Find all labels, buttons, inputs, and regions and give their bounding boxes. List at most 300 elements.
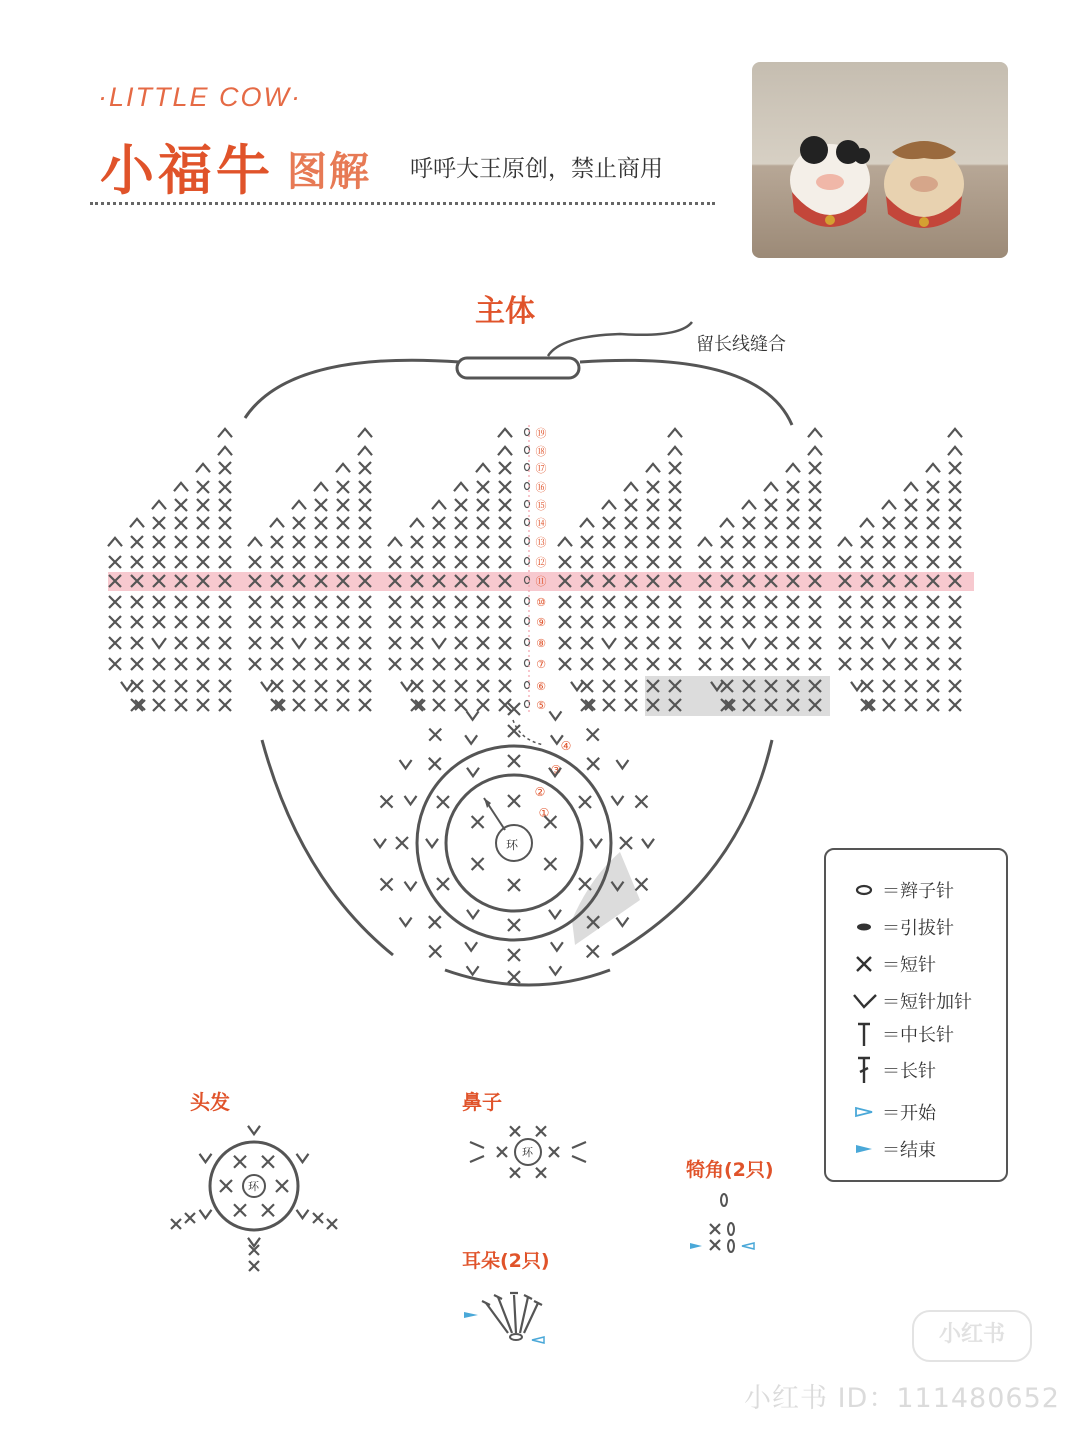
single-crochet-mark bbox=[197, 616, 209, 628]
decrease-mark bbox=[174, 483, 188, 491]
single-crochet-mark bbox=[905, 658, 917, 670]
single-crochet-mark bbox=[809, 658, 821, 670]
single-crochet-mark bbox=[433, 536, 445, 548]
single-crochet-mark bbox=[433, 680, 445, 692]
round-number: ⑲ bbox=[535, 427, 547, 440]
page-title-suffix: 图解 bbox=[287, 149, 371, 195]
single-crochet-mark bbox=[787, 637, 799, 649]
single-crochet-mark bbox=[581, 658, 593, 670]
single-crochet-mark bbox=[581, 637, 593, 649]
single-crochet-mark bbox=[197, 680, 209, 692]
decrease-mark bbox=[388, 538, 402, 546]
round-number: ⑰ bbox=[535, 462, 547, 475]
single-crochet-mark bbox=[949, 616, 961, 628]
single-crochet-mark bbox=[699, 616, 711, 628]
single-crochet-mark bbox=[647, 658, 659, 670]
single-crochet-mark bbox=[455, 536, 467, 548]
legend-row bbox=[852, 913, 954, 941]
closing-oval bbox=[457, 358, 579, 378]
single-crochet-mark bbox=[175, 616, 187, 628]
single-crochet-mark bbox=[472, 858, 484, 870]
ring-label: 环 bbox=[506, 838, 519, 852]
single-crochet-mark bbox=[559, 616, 571, 628]
single-crochet-mark bbox=[809, 616, 821, 628]
increase-mark bbox=[405, 796, 417, 804]
single-crochet-mark bbox=[809, 499, 821, 511]
single-crochet-mark bbox=[455, 699, 467, 711]
increase-mark bbox=[465, 735, 477, 743]
single-crochet-mark bbox=[153, 596, 165, 608]
increase-mark bbox=[296, 1154, 308, 1162]
single-crochet-mark bbox=[861, 616, 873, 628]
single-crochet-mark bbox=[927, 536, 939, 548]
single-crochet-mark bbox=[905, 517, 917, 529]
round-number: ⑮ bbox=[535, 499, 547, 512]
single-crochet-mark bbox=[249, 616, 261, 628]
single-crochet-mark bbox=[949, 596, 961, 608]
single-crochet-mark bbox=[131, 658, 143, 670]
single-crochet-mark bbox=[721, 556, 733, 568]
single-crochet-mark bbox=[411, 536, 423, 548]
single-crochet-mark bbox=[861, 637, 873, 649]
decrease-mark bbox=[476, 464, 490, 472]
increase-mark bbox=[602, 638, 616, 648]
single-crochet-mark bbox=[271, 536, 283, 548]
single-crochet-mark bbox=[544, 816, 556, 828]
single-crochet-mark bbox=[635, 878, 647, 890]
hair-title: 头发 bbox=[190, 1090, 230, 1114]
round-number: ⑭ bbox=[535, 517, 547, 530]
single-crochet-mark bbox=[883, 680, 895, 692]
start-arrow-icon bbox=[852, 1098, 882, 1126]
single-crochet-mark bbox=[499, 517, 511, 529]
decrease-mark bbox=[432, 501, 446, 509]
decrease-mark bbox=[130, 519, 144, 527]
single-crochet-mark bbox=[949, 556, 961, 568]
single-crochet-mark bbox=[699, 658, 711, 670]
single-crochet-mark bbox=[549, 1147, 559, 1157]
single-crochet-mark bbox=[271, 680, 283, 692]
single-crochet-mark bbox=[949, 637, 961, 649]
single-crochet-mark bbox=[669, 616, 681, 628]
single-crochet-mark bbox=[581, 556, 593, 568]
single-crochet-mark bbox=[587, 729, 599, 741]
single-crochet-mark bbox=[455, 596, 467, 608]
single-crochet-mark bbox=[905, 499, 917, 511]
single-crochet-mark bbox=[499, 596, 511, 608]
single-crochet-mark bbox=[625, 699, 637, 711]
single-crochet-mark bbox=[559, 556, 571, 568]
single-crochet-mark bbox=[153, 616, 165, 628]
single-crochet-mark bbox=[411, 596, 423, 608]
single-crochet-mark bbox=[625, 556, 637, 568]
legend-label: ＝中长针 bbox=[882, 1025, 954, 1046]
single-crochet-mark bbox=[219, 596, 231, 608]
single-crochet-mark bbox=[765, 596, 777, 608]
single-crochet-mark bbox=[315, 517, 327, 529]
english-title: ·LITTLE COW· bbox=[98, 82, 302, 112]
single-crochet-mark bbox=[381, 796, 393, 808]
single-crochet-mark bbox=[477, 481, 489, 493]
single-crochet-mark bbox=[293, 517, 305, 529]
increase-mark bbox=[467, 711, 479, 719]
single-crochet-mark bbox=[669, 637, 681, 649]
single-crochet-mark bbox=[839, 658, 851, 670]
single-crochet-mark bbox=[669, 481, 681, 493]
single-crochet-mark bbox=[153, 517, 165, 529]
single-crochet-mark bbox=[544, 858, 556, 870]
single-crochet-mark bbox=[455, 616, 467, 628]
single-crochet-mark bbox=[315, 658, 327, 670]
increase-icon bbox=[852, 987, 882, 1015]
single-crochet-mark bbox=[927, 699, 939, 711]
single-crochet-mark bbox=[839, 637, 851, 649]
single-crochet-mark bbox=[197, 637, 209, 649]
single-crochet-mark bbox=[153, 556, 165, 568]
single-crochet-mark bbox=[109, 637, 121, 649]
single-crochet-mark bbox=[669, 462, 681, 474]
single-crochet-mark bbox=[249, 596, 261, 608]
single-crochet-mark bbox=[559, 658, 571, 670]
single-crochet-mark bbox=[647, 536, 659, 548]
single-crochet-mark bbox=[669, 556, 681, 568]
legend-row bbox=[852, 876, 954, 904]
legend-row bbox=[852, 1056, 936, 1084]
single-crochet-mark bbox=[359, 517, 371, 529]
legend-label: ＝引拔针 bbox=[882, 918, 954, 939]
single-crochet-mark bbox=[559, 596, 571, 608]
single-crochet-mark bbox=[861, 658, 873, 670]
decrease-mark bbox=[218, 447, 232, 455]
single-crochet-mark bbox=[743, 556, 755, 568]
round-number: ⑨ bbox=[536, 616, 546, 629]
single-crochet-mark bbox=[905, 616, 917, 628]
single-crochet-mark bbox=[131, 596, 143, 608]
single-crochet-mark bbox=[647, 596, 659, 608]
single-crochet-mark bbox=[315, 536, 327, 548]
single-crochet-mark bbox=[271, 637, 283, 649]
single-crochet-mark bbox=[197, 658, 209, 670]
single-crochet-mark bbox=[587, 945, 599, 957]
single-crochet-mark bbox=[499, 658, 511, 670]
single-crochet-mark bbox=[327, 1219, 337, 1229]
single-crochet-mark bbox=[293, 596, 305, 608]
legend-row bbox=[852, 1098, 936, 1126]
single-crochet-mark bbox=[905, 699, 917, 711]
single-crochet-mark bbox=[581, 536, 593, 548]
single-crochet-mark bbox=[219, 481, 231, 493]
single-crochet-mark bbox=[359, 499, 371, 511]
single-crochet-mark bbox=[581, 680, 593, 692]
single-crochet-mark bbox=[389, 658, 401, 670]
single-crochet-mark bbox=[429, 729, 441, 741]
round-number: ⑯ bbox=[535, 481, 547, 494]
single-crochet-mark bbox=[765, 616, 777, 628]
horn-chart bbox=[684, 1188, 764, 1258]
single-crochet-mark bbox=[603, 517, 615, 529]
round-number: ⑦ bbox=[536, 658, 546, 671]
single-crochet-mark bbox=[787, 616, 799, 628]
single-crochet-mark bbox=[579, 878, 591, 890]
round-number: ⑱ bbox=[535, 445, 547, 458]
single-crochet-mark bbox=[883, 699, 895, 711]
single-crochet-mark bbox=[337, 658, 349, 670]
page-title: 小福牛 bbox=[100, 139, 274, 202]
single-crochet-mark bbox=[765, 536, 777, 548]
single-crochet-mark bbox=[579, 796, 591, 808]
single-crochet-mark bbox=[359, 481, 371, 493]
single-crochet-mark bbox=[411, 658, 423, 670]
end-arrow-icon bbox=[852, 1135, 882, 1163]
single-crochet-mark bbox=[647, 517, 659, 529]
decrease-mark bbox=[454, 483, 468, 491]
single-crochet-mark bbox=[359, 536, 371, 548]
single-crochet-mark bbox=[647, 499, 659, 511]
round-number: ③ bbox=[550, 763, 562, 777]
single-crochet-mark bbox=[620, 837, 632, 849]
single-crochet-mark bbox=[905, 556, 917, 568]
legend-row bbox=[852, 987, 972, 1015]
single-crochet-mark bbox=[536, 1126, 546, 1136]
decrease-mark bbox=[602, 501, 616, 509]
single-crochet-mark bbox=[315, 680, 327, 692]
single-crochet-mark bbox=[293, 658, 305, 670]
single-crochet-mark bbox=[721, 637, 733, 649]
single-crochet-mark bbox=[669, 517, 681, 529]
single-crochet-mark bbox=[433, 658, 445, 670]
round-number: ⑫ bbox=[535, 556, 547, 569]
increase-mark bbox=[401, 682, 413, 690]
single-crochet-mark bbox=[927, 596, 939, 608]
legend-label: ＝结束 bbox=[882, 1140, 936, 1161]
single-crochet-mark bbox=[337, 556, 349, 568]
single-crochet-mark bbox=[721, 596, 733, 608]
nose-title: 鼻子 bbox=[462, 1090, 502, 1114]
increase-mark bbox=[549, 966, 561, 974]
single-crochet-mark bbox=[153, 680, 165, 692]
single-crochet-mark bbox=[477, 637, 489, 649]
single-crochet-mark bbox=[809, 536, 821, 548]
increase-mark bbox=[200, 1210, 212, 1218]
single-crochet-mark bbox=[131, 536, 143, 548]
single-crochet-mark bbox=[883, 556, 895, 568]
decrease-mark bbox=[926, 464, 940, 472]
legend-label: ＝开始 bbox=[882, 1103, 936, 1124]
single-crochet-mark bbox=[625, 680, 637, 692]
single-crochet-mark bbox=[219, 462, 231, 474]
single-crochet-mark bbox=[175, 699, 187, 711]
legend-label: ＝辫子针 bbox=[882, 881, 954, 902]
single-crochet-mark bbox=[721, 616, 733, 628]
decrease-mark bbox=[270, 519, 284, 527]
decrease-mark bbox=[196, 464, 210, 472]
single-crochet-mark bbox=[219, 536, 231, 548]
single-crochet-mark bbox=[175, 658, 187, 670]
decrease-mark bbox=[498, 429, 512, 437]
decrease-mark bbox=[904, 483, 918, 491]
single-crochet-mark bbox=[603, 536, 615, 548]
single-crochet-mark bbox=[508, 949, 520, 961]
single-crochet-mark bbox=[499, 637, 511, 649]
single-crochet-mark bbox=[455, 658, 467, 670]
increase-mark bbox=[590, 839, 602, 847]
round-number: ⑧ bbox=[536, 637, 546, 650]
decrease-mark bbox=[668, 429, 682, 437]
single-crochet-mark bbox=[455, 637, 467, 649]
increase-mark bbox=[152, 638, 166, 648]
single-crochet-mark bbox=[433, 556, 445, 568]
byline: 呼呼大王原创，禁止商用 bbox=[410, 156, 663, 182]
single-crochet-mark bbox=[949, 481, 961, 493]
hair-ring-label: 环 bbox=[248, 1180, 259, 1193]
single-crochet-mark bbox=[861, 680, 873, 692]
single-crochet-mark bbox=[625, 596, 637, 608]
single-crochet-mark bbox=[635, 796, 647, 808]
decrease-mark bbox=[668, 447, 682, 455]
single-crochet-mark bbox=[175, 637, 187, 649]
increase-mark bbox=[549, 711, 561, 719]
single-crochet-mark bbox=[743, 658, 755, 670]
single-crochet-mark bbox=[809, 481, 821, 493]
single-crochet-mark bbox=[625, 536, 637, 548]
single-crochet-mark bbox=[389, 596, 401, 608]
single-crochet-mark bbox=[861, 556, 873, 568]
single-crochet-mark bbox=[271, 596, 283, 608]
single-crochet-mark bbox=[389, 616, 401, 628]
round-number: ② bbox=[534, 785, 546, 799]
round-number: ⑥ bbox=[536, 680, 546, 693]
increase-mark bbox=[121, 682, 133, 690]
decrease-mark bbox=[218, 429, 232, 437]
single-crochet-mark bbox=[153, 536, 165, 548]
single-crochet-mark bbox=[883, 536, 895, 548]
single-crochet-mark bbox=[249, 1261, 259, 1271]
single-crochet-mark bbox=[603, 680, 615, 692]
single-crochet-mark bbox=[271, 658, 283, 670]
single-crochet-mark bbox=[625, 616, 637, 628]
single-crochet-mark bbox=[809, 556, 821, 568]
single-crochet-mark bbox=[197, 556, 209, 568]
single-crochet-mark bbox=[472, 816, 484, 828]
single-crochet-mark bbox=[175, 536, 187, 548]
single-crochet-mark bbox=[787, 517, 799, 529]
single-crochet-mark bbox=[109, 658, 121, 670]
single-crochet-mark bbox=[131, 637, 143, 649]
single-crochet-mark bbox=[839, 556, 851, 568]
increase-mark bbox=[200, 1154, 212, 1162]
single-crochet-mark bbox=[787, 596, 799, 608]
round-number: ⑩ bbox=[536, 596, 546, 609]
single-crochet-mark bbox=[197, 499, 209, 511]
single-crochet-mark bbox=[625, 517, 637, 529]
single-crochet-mark bbox=[477, 556, 489, 568]
single-crochet-mark bbox=[359, 699, 371, 711]
decrease-mark bbox=[358, 429, 372, 437]
single-crochet-mark bbox=[603, 658, 615, 670]
legend-row bbox=[852, 1020, 954, 1048]
single-crochet-mark bbox=[197, 517, 209, 529]
decrease-mark bbox=[410, 519, 424, 527]
single-crochet-mark bbox=[949, 517, 961, 529]
single-crochet-mark bbox=[499, 616, 511, 628]
increase-mark bbox=[851, 682, 863, 690]
decrease-mark bbox=[882, 501, 896, 509]
decrease-mark bbox=[558, 538, 572, 546]
single-crochet-mark bbox=[477, 499, 489, 511]
single-crochet-mark bbox=[477, 699, 489, 711]
single-crochet-mark bbox=[669, 658, 681, 670]
increase-mark bbox=[616, 760, 628, 768]
single-crochet-mark bbox=[587, 758, 599, 770]
single-crochet-mark bbox=[359, 680, 371, 692]
single-crochet-mark bbox=[508, 755, 520, 767]
single-crochet-mark bbox=[949, 499, 961, 511]
increase-mark bbox=[549, 910, 561, 918]
decrease-mark bbox=[498, 447, 512, 455]
increase-mark bbox=[551, 942, 563, 950]
decrease-mark bbox=[314, 483, 328, 491]
tail-note: 留长线缝合 bbox=[696, 334, 786, 355]
single-crochet-mark bbox=[603, 556, 615, 568]
single-crochet-mark bbox=[433, 616, 445, 628]
single-crochet-mark bbox=[171, 1219, 181, 1229]
single-crochet-mark bbox=[359, 616, 371, 628]
single-crochet-mark bbox=[477, 596, 489, 608]
single-crochet-mark bbox=[647, 556, 659, 568]
decrease-mark bbox=[646, 464, 660, 472]
decrease-mark bbox=[948, 447, 962, 455]
single-crochet-mark bbox=[625, 499, 637, 511]
decrease-mark bbox=[248, 538, 262, 546]
single-crochet-mark bbox=[510, 1126, 520, 1136]
single-crochet-mark bbox=[861, 536, 873, 548]
increase-mark bbox=[616, 918, 628, 926]
horn-title: 犄角(2只) bbox=[686, 1159, 774, 1181]
decrease-mark bbox=[698, 538, 712, 546]
single-crochet-mark bbox=[625, 658, 637, 670]
single-crochet-mark bbox=[883, 616, 895, 628]
single-crochet-mark bbox=[581, 616, 593, 628]
single-crochet-mark bbox=[787, 499, 799, 511]
increase-mark bbox=[611, 796, 623, 804]
single-crochet-mark bbox=[603, 596, 615, 608]
single-crochet-mark bbox=[337, 616, 349, 628]
single-crochet-mark bbox=[699, 556, 711, 568]
single-crochet-mark bbox=[499, 556, 511, 568]
single-crochet-mark bbox=[765, 637, 777, 649]
single-crochet-mark bbox=[905, 536, 917, 548]
single-crochet-mark bbox=[433, 699, 445, 711]
single-crochet-mark bbox=[949, 462, 961, 474]
single-crochet-mark bbox=[337, 481, 349, 493]
main-body-title: 主体 bbox=[475, 294, 535, 329]
single-crochet-mark bbox=[883, 658, 895, 670]
single-crochet-mark bbox=[499, 462, 511, 474]
increase-mark bbox=[882, 638, 896, 648]
single-crochet-mark bbox=[411, 556, 423, 568]
single-crochet-mark bbox=[927, 517, 939, 529]
increase-mark bbox=[467, 910, 479, 918]
single-crochet-mark bbox=[429, 758, 441, 770]
single-crochet-mark bbox=[477, 680, 489, 692]
single-crochet-mark bbox=[809, 637, 821, 649]
increase-mark bbox=[248, 1126, 260, 1134]
single-crochet-mark bbox=[861, 596, 873, 608]
single-crochet-mark bbox=[197, 699, 209, 711]
decrease-mark bbox=[948, 429, 962, 437]
single-crochet-mark bbox=[131, 680, 143, 692]
single-crochet-mark bbox=[510, 1168, 520, 1178]
